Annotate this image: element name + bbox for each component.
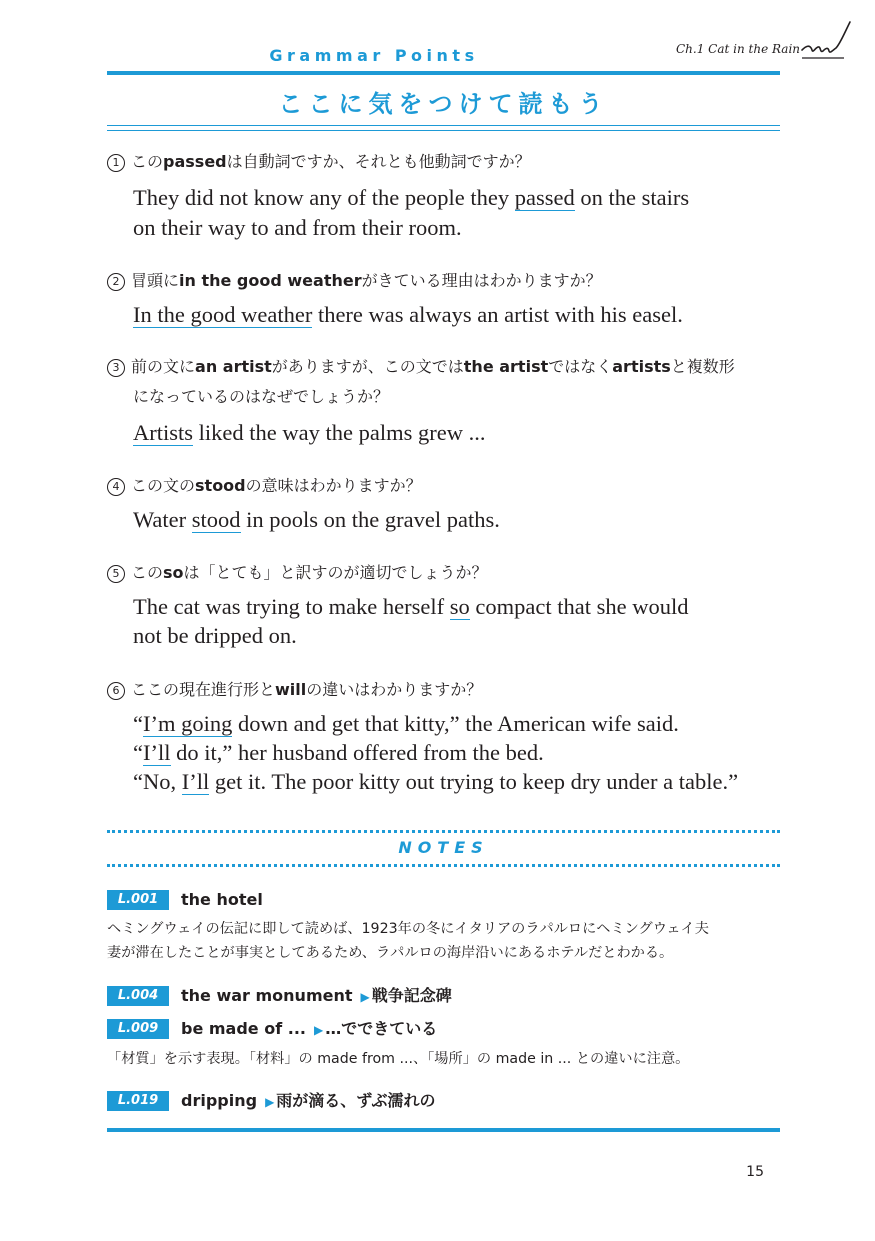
question-number: 3 [107, 359, 125, 377]
note-text: 妻が滞在したことが事実としてあるため、ラパルロの海岸沿いにあるホテルだとわかる。 [107, 945, 674, 961]
question-keyword: in the good weather [179, 271, 362, 290]
question-number: 6 [107, 682, 125, 700]
question-text: 冒頭に [131, 271, 180, 290]
underlined-word: so [449, 594, 470, 619]
question-text: この [131, 152, 164, 171]
note-text: 「材質」を示す表現。「材料」の made from ...、「場所」の made in ... との違いに注意。 [107, 1051, 690, 1067]
page-number: 15 [746, 1164, 764, 1180]
note-text: ヘミングウェイの伝記に即して読めば、1923年の冬にイタリアのラパルロにヘミングウェイ夫 [107, 921, 709, 937]
question-2 [107, 267, 780, 295]
example-5-line-1: The cat was trying to make herself so compact that she would [133, 594, 689, 619]
note-meaning: …でできている [325, 1019, 438, 1038]
triangle-right-icon: ▶ [313, 1023, 324, 1037]
underlined-word: In the good weather [133, 302, 313, 327]
note-term: be made of ... ▶ …でできている [181, 1019, 438, 1038]
underlined-word: I’m going [143, 711, 233, 736]
title-rule-upper [107, 125, 780, 126]
question-5: 5 このsoは「とても」と訳すのが適切でしょうか？ [107, 559, 780, 587]
note-line-tag: L.019 [107, 1091, 169, 1111]
underlined-word: I’ll [143, 740, 171, 765]
question-keyword: passed [163, 152, 227, 171]
note-line-tag: L.004 [107, 986, 169, 1006]
question-text: がきている理由はわかりますか？ [361, 271, 602, 290]
example-1-line-1: They did not know any of the people they passed on the stairs [133, 185, 690, 210]
header-rule [107, 71, 780, 75]
note-meaning: 戦争記念碑 [371, 986, 452, 1005]
note-meaning: 雨が滴る、ずぶ濡れの [276, 1091, 436, 1110]
signature-scribble-icon [800, 20, 852, 64]
chapter-label: Ch.1 Cat in the Rain [676, 42, 801, 56]
note-term: the war monument ▶ 戦争記念碑 [181, 986, 452, 1005]
question-number: 2 [107, 273, 125, 291]
question-number: 1 [107, 154, 125, 172]
underlined-word: passed [514, 185, 575, 210]
question-text: は自動詞ですか、それとも他動詞ですか？ [226, 152, 531, 171]
question-number: 5 [107, 565, 125, 583]
example-5-line-2: not be dripped on. [133, 623, 297, 648]
notes-divider-bottom [107, 864, 780, 867]
example-2: In the good weather there was always an artist with his easel. [133, 302, 683, 327]
note-line-tag: L.009 [107, 1019, 169, 1039]
question-number: 4 [107, 478, 125, 496]
notes-divider-top [107, 830, 780, 833]
question-4: 4 この文のstoodの意味はわかりますか？ [107, 472, 780, 500]
example-3: Artists liked the way the palms grew ... [133, 420, 486, 445]
question-1 [107, 148, 780, 176]
question-6: 6 ここの現在進行形とwillの違いはわかりますか？ [107, 676, 780, 704]
example-6-line-3: “No, I’ll get it. The poor kitty out trying to keep dry under a table.” [133, 769, 739, 794]
section-title: ここに気をつけて読もう [278, 90, 609, 118]
example-6-line-1: “I’m going down and get that kitty,” the American wife said. [133, 711, 679, 736]
underlined-word: I’ll [181, 769, 210, 794]
note-term: dripping ▶ 雨が滴る、ずぶ濡れの [181, 1091, 436, 1110]
footer-rule [107, 1128, 780, 1132]
example-1-line-2: on their way to and from their room. [133, 215, 462, 240]
triangle-right-icon: ▶ [265, 1095, 275, 1109]
notes-title: NOTES [398, 838, 489, 857]
question-3-line-2: になっているのはなぜでしょうか？ [133, 387, 390, 406]
grammar-points-heading: Grammar Points [269, 46, 479, 65]
triangle-right-icon: ▶ [360, 990, 370, 1004]
question-3: 3 前の文にan artistがありますが、この文ではthe artistではなくartistsと複数形 [107, 353, 780, 381]
underlined-word: stood [191, 507, 241, 532]
note-line-tag: L.001 [107, 890, 169, 910]
title-rule-lower [107, 130, 780, 131]
example-4: Water stood in pools on the gravel paths. [133, 507, 500, 532]
note-term: the hotel [181, 890, 263, 909]
example-6-line-2: “I’ll do it,” her husband offered from the bed. [133, 740, 544, 765]
underlined-word: Artists [133, 420, 194, 445]
